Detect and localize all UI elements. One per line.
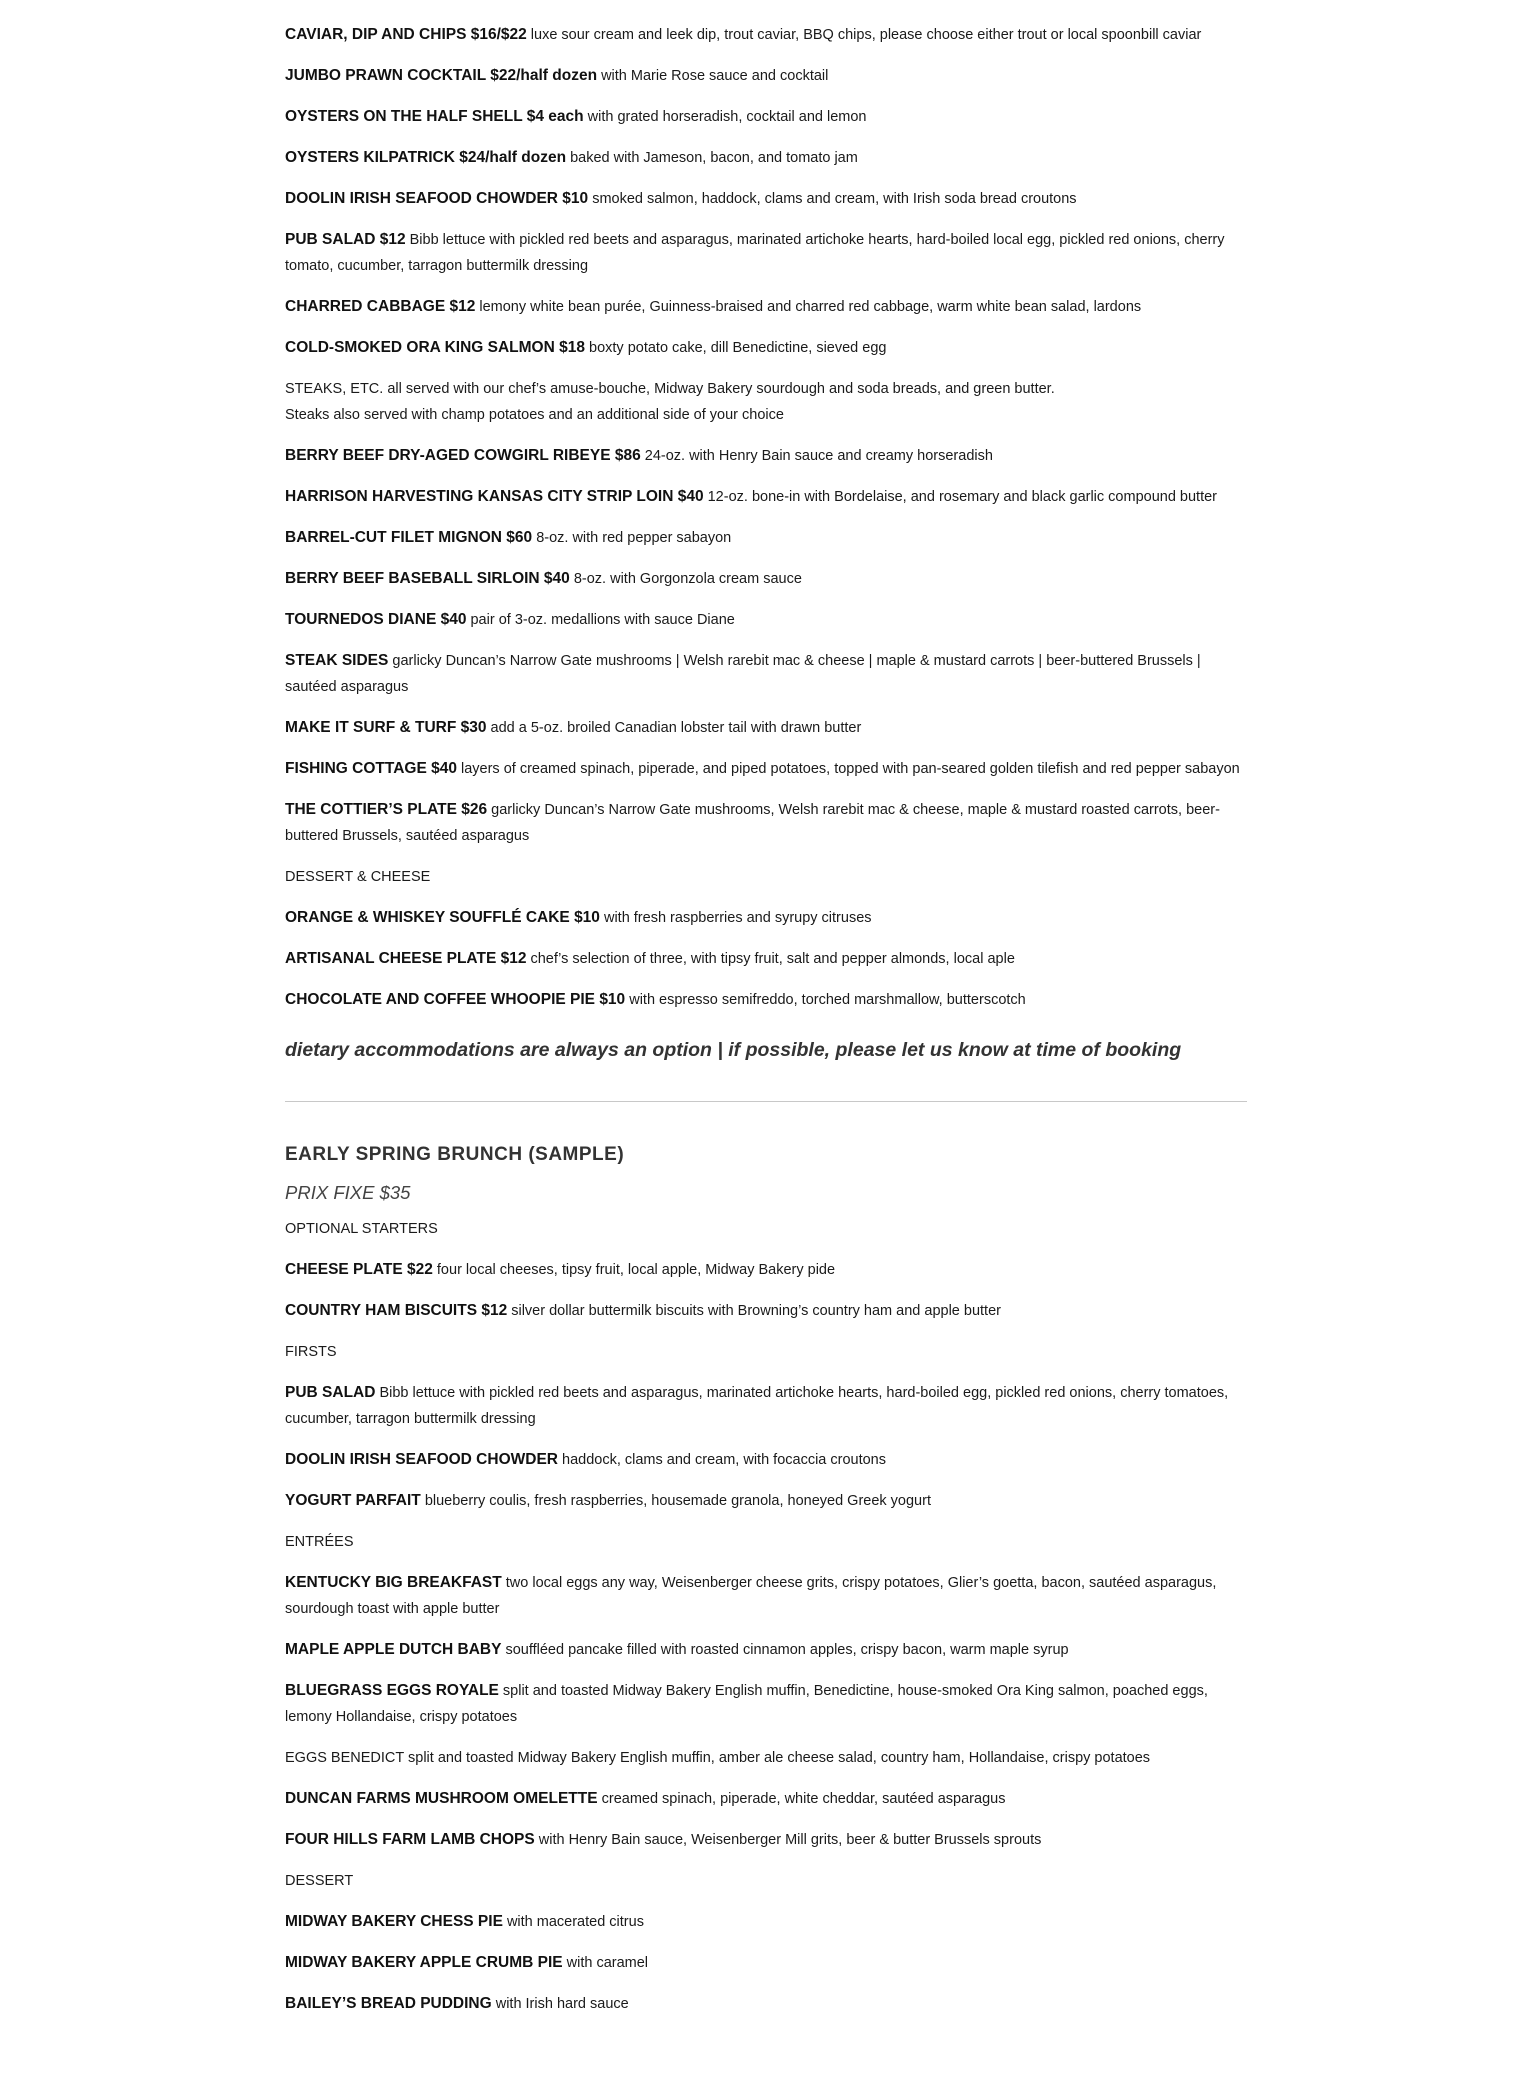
dessert-item-description: chef’s selection of three, with tipsy fruit, salt and pepper almonds, local aple <box>530 951 1015 967</box>
brunch-firsts <box>285 1380 1247 1514</box>
dessert-item-title: ARTISANAL CHEESE PLATE $12 <box>285 950 527 967</box>
entree-item-title: BLUEGRASS EGGS ROYALE <box>285 1682 499 1699</box>
dinner-item-description: with grated horseradish, cocktail and lemon <box>587 109 867 125</box>
dinner-items <box>285 22 1247 361</box>
dietary-note: dietary accommodations are always an option | if possible, please let us know at time of booking <box>285 1039 1182 1061</box>
dinner-item-title: OYSTERS ON THE HALF SHELL $4 each <box>285 108 584 125</box>
dinner-item <box>285 227 1247 279</box>
steak-item-description: 12-oz. bone-in with Bordelaise, and rosemary and black garlic compound butter <box>707 489 1217 505</box>
first-item-title: YOGURT PARFAIT <box>285 1492 421 1509</box>
steak-item <box>285 566 1247 592</box>
dessert-items <box>285 905 1247 1013</box>
entree-item-b-title: DUNCAN FARMS MUSHROOM OMELETTE <box>285 1790 598 1807</box>
dinner-item <box>285 63 1247 89</box>
steak-item <box>285 797 1247 849</box>
dinner-item-description: lemony white bean purée, Guinness-braised and charred red cabbage, warm white bean salad, lardons <box>479 299 1142 315</box>
dessert-item <box>285 905 1247 931</box>
dinner-item-description: boxty potato cake, dill Benedictine, sieved egg <box>589 340 887 356</box>
starter-item <box>285 1298 1247 1324</box>
brunch-entrees-a <box>285 1570 1247 1730</box>
steak-item-title: FISHING COTTAGE $40 <box>285 760 457 777</box>
dinner-item-title: CHARRED CABBAGE $12 <box>285 298 476 315</box>
starter-item-title: COUNTRY HAM BISCUITS $12 <box>285 1302 508 1319</box>
steak-item <box>285 484 1247 510</box>
dessert-item-title: CHOCOLATE AND COFFEE WHOOPIE PIE $10 <box>285 991 626 1008</box>
steaks-intro-line-2: Steaks also served with champ potatoes and an additional side of your choice <box>285 407 784 423</box>
menu-content <box>285 22 1247 2032</box>
steak-item <box>285 648 1247 700</box>
brunch-dessert-item-description: with caramel <box>566 1955 649 1971</box>
brunch-starters <box>285 1257 1247 1324</box>
brunch-dessert-item <box>285 1991 1247 2017</box>
eggs-benedict: EGGS BENEDICT split and toasted Midway Bakery English muffin, amber ale cheese salad, country ham, Hollandaise, crispy potatoes <box>285 1750 1151 1766</box>
dinner-item <box>285 104 1247 130</box>
steak-item-description: garlicky Duncan’s Narrow Gate mushrooms, Welsh rarebit mac & cheese, maple & mustard roasted carrots, beer-buttered Brussels, sautéed asparagus <box>285 802 1220 844</box>
prix-fixe: PRIX FIXE $35 <box>285 1182 411 1203</box>
dessert-item-description: with espresso semifreddo, torched marshmallow, butterscotch <box>629 992 1026 1008</box>
first-item-description: blueberry coulis, fresh raspberries, housemade granola, honeyed Greek yogurt <box>424 1493 931 1509</box>
steak-item-description: 8-oz. with Gorgonzola cream sauce <box>573 571 802 587</box>
steak-item <box>285 607 1247 633</box>
steak-item-description: garlicky Duncan’s Narrow Gate mushrooms | Welsh rarebit mac & cheese | maple & mustard carrots | beer-buttered Brussels | sautéed asparagus <box>285 653 1201 695</box>
steak-item-title: TOURNEDOS DIANE $40 <box>285 611 467 628</box>
starter-item <box>285 1257 1247 1283</box>
first-item <box>285 1380 1247 1432</box>
dinner-item-description: baked with Jameson, bacon, and tomato jam <box>570 150 858 166</box>
entree-item-description: souffléed pancake filled with roasted cinnamon apples, crispy bacon, warm maple syrup <box>505 1642 1069 1658</box>
dessert-item-title: ORANGE & WHISKEY SOUFFLÉ CAKE $10 <box>285 909 600 926</box>
first-item-description: Bibb lettuce with pickled red beets and asparagus, marinated artichoke hearts, hard-boiled egg, pickled red onions, cherry tomatoes, cucumber, tarragon buttermilk dressing <box>285 1385 1229 1427</box>
brunch-entrees-b <box>285 1786 1247 1853</box>
entree-item <box>285 1678 1247 1730</box>
dinner-item-title: OYSTERS KILPATRICK $24/half dozen <box>285 149 567 166</box>
entree-item-description: two local eggs any way, Weisenberger cheese grits, crispy potatoes, Glier’s goetta, bacon, sautéed asparagus, sourdough toast with apple butter <box>285 1575 1217 1617</box>
optional-starters-label: OPTIONAL STARTERS <box>285 1221 438 1237</box>
entree-item-title: MAPLE APPLE DUTCH BABY <box>285 1641 502 1658</box>
brunch-dessert-item-title: MIDWAY BAKERY CHESS PIE <box>285 1913 503 1930</box>
entree-item-description: split and toasted Midway Bakery English muffin, Benedictine, house-smoked Ora King salmon, poached eggs, lemony Hollandaise, crispy potatoes <box>285 1683 1208 1725</box>
steak-item-title: BERRY BEEF BASEBALL SIRLOIN $40 <box>285 570 570 587</box>
dessert-item <box>285 946 1247 972</box>
brunch-dessert-item-title: BAILEY’S BREAD PUDDING <box>285 1995 492 2012</box>
brunch-heading: EARLY SPRING BRUNCH (SAMPLE) <box>285 1144 625 1165</box>
entree-item-b <box>285 1827 1247 1853</box>
steaks-intro <box>285 376 1247 428</box>
dinner-item <box>285 22 1247 48</box>
entree-item-b-description: creamed spinach, piperade, white cheddar, sautéed asparagus <box>601 1791 1006 1807</box>
steak-item-description: layers of creamed spinach, piperade, and piped potatoes, topped with pan-seared golden tilefish and red pepper sabayon <box>461 761 1240 777</box>
brunch-dessert-label: DESSERT <box>285 1873 354 1889</box>
entree-item-b <box>285 1786 1247 1812</box>
first-item <box>285 1447 1247 1473</box>
dinner-item-description: luxe sour cream and leek dip, trout caviar, BBQ chips, please choose either trout or local spoonbill caviar <box>530 27 1202 43</box>
dessert-item-description: with fresh raspberries and syrupy citruses <box>603 910 872 926</box>
steak-item-title: THE COTTIER’S PLATE $26 <box>285 801 488 818</box>
dinner-item-description: smoked salmon, haddock, clams and cream, with Irish soda bread croutons <box>592 191 1077 207</box>
brunch-dessert-item <box>285 1950 1247 1976</box>
dinner-item <box>285 145 1247 171</box>
dinner-item <box>285 294 1247 320</box>
brunch-dessert-item <box>285 1909 1247 1935</box>
entree-item <box>285 1637 1247 1663</box>
entrees-label: ENTRÉES <box>285 1534 354 1550</box>
section-divider <box>285 1101 1247 1102</box>
entree-item-b-title: FOUR HILLS FARM LAMB CHOPS <box>285 1831 535 1848</box>
steak-item <box>285 443 1247 469</box>
brunch-dessert-item-description: with Irish hard sauce <box>495 1996 629 2012</box>
dinner-item-title: CAVIAR, DIP AND CHIPS $16/$22 <box>285 26 527 43</box>
starter-item-description: silver dollar buttermilk biscuits with Browning’s country ham and apple butter <box>511 1303 1001 1319</box>
steak-item-title: STEAK SIDES <box>285 652 389 669</box>
dinner-item-title: PUB SALAD $12 <box>285 231 406 248</box>
dessert-cheese-label: DESSERT & CHEESE <box>285 869 431 885</box>
steak-item-description: add a 5-oz. broiled Canadian lobster tail with drawn butter <box>490 720 862 736</box>
dinner-item-title: DOOLIN IRISH SEAFOOD CHOWDER $10 <box>285 190 589 207</box>
steak-item-description: 8-oz. with red pepper sabayon <box>536 530 732 546</box>
steak-item-title: HARRISON HARVESTING KANSAS CITY STRIP LOIN $40 <box>285 488 704 505</box>
steaks-intro-line-1: STEAKS, ETC. all served with our chef’s amuse-bouche, Midway Bakery sourdough and soda breads, and green butter. <box>285 381 1055 397</box>
steak-items <box>285 443 1247 849</box>
steak-item <box>285 715 1247 741</box>
starter-item-description: four local cheeses, tipsy fruit, local apple, Midway Bakery pide <box>436 1262 836 1278</box>
first-item-title: PUB SALAD <box>285 1384 376 1401</box>
steak-item <box>285 525 1247 551</box>
entree-item-b-description: with Henry Bain sauce, Weisenberger Mill grits, beer & butter Brussels sprouts <box>538 1832 1042 1848</box>
steak-item-description: 24-oz. with Henry Bain sauce and creamy horseradish <box>644 448 993 464</box>
brunch-desserts <box>285 1909 1247 2017</box>
firsts-label: FIRSTS <box>285 1344 337 1360</box>
starter-item-title: CHEESE PLATE $22 <box>285 1261 433 1278</box>
brunch-dessert-item-description: with macerated citrus <box>506 1914 644 1930</box>
steak-item-title: BERRY BEEF DRY-AGED COWGIRL RIBEYE $86 <box>285 447 641 464</box>
steak-item-description: pair of 3-oz. medallions with sauce Diane <box>470 612 735 628</box>
dinner-item-description: Bibb lettuce with pickled red beets and asparagus, marinated artichoke hearts, hard-boiled local egg, pickled red onions, cherry tomato, cucumber, tarragon buttermilk dressing <box>285 232 1225 274</box>
first-item-title: DOOLIN IRISH SEAFOOD CHOWDER <box>285 1451 558 1468</box>
dinner-item <box>285 186 1247 212</box>
dinner-item-title: COLD-SMOKED ORA KING SALMON $18 <box>285 339 585 356</box>
dinner-item-title: JUMBO PRAWN COCKTAIL $22/half dozen <box>285 67 598 84</box>
dinner-item-description: with Marie Rose sauce and cocktail <box>601 68 829 84</box>
steak-item-title: MAKE IT SURF & TURF $30 <box>285 719 487 736</box>
entree-item <box>285 1570 1247 1622</box>
brunch-dessert-item-title: MIDWAY BAKERY APPLE CRUMB PIE <box>285 1954 563 1971</box>
entree-item-title: KENTUCKY BIG BREAKFAST <box>285 1574 502 1591</box>
dinner-item <box>285 335 1247 361</box>
first-item <box>285 1488 1247 1514</box>
steak-item <box>285 756 1247 782</box>
steak-item-title: BARREL-CUT FILET MIGNON $60 <box>285 529 533 546</box>
first-item-description: haddock, clams and cream, with focaccia croutons <box>562 1452 886 1468</box>
dessert-item <box>285 987 1247 1013</box>
